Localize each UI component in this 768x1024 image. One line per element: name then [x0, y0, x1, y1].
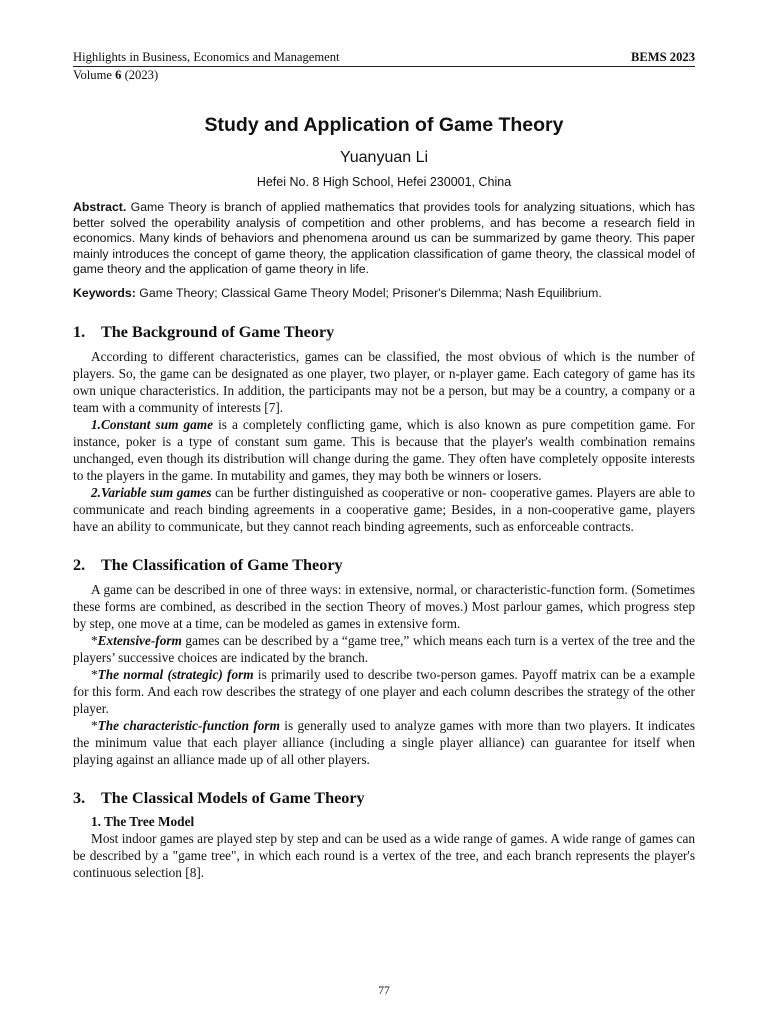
paragraph-text: is a completely conflicting game, which is also known as pure competition game. For instance, poker is a type of constant sum game. This is because that the player's wealth combination remains unchanged, even though its distribution will change during the game. They often have completely opposite interests to the players in the game. In mutability and games, they may both be winners or losers. [73, 417, 695, 483]
term-extensive-form: Extensive-form [97, 633, 182, 648]
section-title: The Classification of Game Theory [101, 556, 343, 574]
paragraph-text: can be further distinguished as cooperative or non- cooperative games. Players are able to communicate and reach binding agreements in a cooperative game; Besides, in a non-cooperative game, players have an ability to communicate, but they cannot reach binding agreements, such as enforceable contracts. [73, 485, 696, 534]
volume-line [73, 68, 695, 83]
paragraph-text: is primarily used to describe two-person games. Payoff matrix can be a example for this form. And each row describes the strategy of one player and each column describes the strategy of the other player. [73, 667, 695, 716]
paper-page [73, 50, 695, 881]
paragraph [73, 717, 695, 768]
paragraph [73, 416, 695, 484]
paragraph: A game can be described in one of three ways: in extensive, normal, or characteristic-function form. (Sometimes these forms are combined, as described in the section Theory of moves.) Most parlour games, which progress step by step, one move at a time, can be modeled as games in extensive form. [73, 582, 695, 631]
term-normal-form: The normal (strategic) form [97, 667, 254, 682]
keywords-text: Game Theory; Classical Game Theory Model; Prisoner's Dilemma; Nash Equilibrium. [139, 285, 602, 300]
section-heading-background [73, 322, 695, 342]
paragraph: Most indoor games are played step by step and can be used as a wide range of games. A wide range of games can be described by a "game tree", in which each round is a vertex of the tree, and each branch represents the player's continuous selection [8]. [73, 831, 695, 880]
keywords [73, 286, 695, 302]
paragraph [73, 666, 695, 717]
section-number: 1. [73, 323, 86, 341]
section-title: The Classical Models of Game Theory [101, 789, 365, 807]
author-affiliation: Hefei No. 8 High School, Hefei 230001, China [256, 175, 512, 189]
volume-year: (2023) [124, 68, 159, 82]
paragraph [73, 632, 695, 666]
abstract-text: Game Theory is branch of applied mathematics that provides tools for analyzing situations, which has better solved the operability analysis of competition and other problems, and has become a research field in economics. Many kinds of behaviors and phenomena around us can be summarized by game theory. This paper mainly introduces the concept of game theory, the application classification of game theory, the classical model of game theory and the application of game theory in life. [73, 200, 695, 276]
abstract-label: Abstract. [73, 200, 127, 214]
term-constant-sum: 1.Constant sum game [91, 417, 214, 432]
volume-number: 6 [115, 68, 122, 82]
paper-title: Study and Application of Game Theory [204, 114, 564, 136]
abstract [73, 200, 695, 278]
keywords-label: Keywords: [73, 285, 136, 300]
section-title: The Background of Game Theory [101, 323, 335, 341]
author-name: Yuanyuan Li [339, 149, 429, 166]
section-number: 3. [73, 789, 86, 807]
term-characteristic-function-form: The characteristic-function form [97, 718, 280, 733]
volume-label: Volume [73, 68, 112, 82]
page-number: 77 [378, 985, 390, 997]
term-variable-sum: 2.Variable sum games [91, 485, 212, 500]
paragraph [73, 484, 695, 535]
bullet-star: * [91, 633, 98, 648]
paragraph: According to different characteristics, games can be classified, the most obvious of which is the number of players. So, the game can be designated as one player, two player, or n-player game. Each category of game has its own unique characteristics. In addition, the participants may not be a person, but may be a country, a company or a team with a community of interests [7]. [73, 349, 695, 415]
journal-name: Highlights in Business, Economics and Management [73, 50, 340, 64]
bullet-star: * [91, 667, 98, 682]
paragraph-text: games can be described by a “game tree,” which means each turn is a vertex of the tree and the players’ successive choices are indicated by the branch. [73, 633, 695, 665]
section-number: 2. [73, 556, 86, 574]
running-head [73, 50, 695, 67]
journal-short-name: BEMS 2023 [630, 50, 695, 64]
section-heading-classification [73, 555, 695, 575]
subsection-heading-tree-model: 1. The Tree Model [91, 814, 195, 829]
bullet-star: * [91, 718, 98, 733]
paragraph-text: is generally used to analyze games with more than two players. It indicates the minimum value that each player alliance (including a single player alliance) can guarantee for itself when playing against an alliance made up of all other players. [73, 718, 695, 767]
section-heading-classical-models [73, 788, 695, 808]
